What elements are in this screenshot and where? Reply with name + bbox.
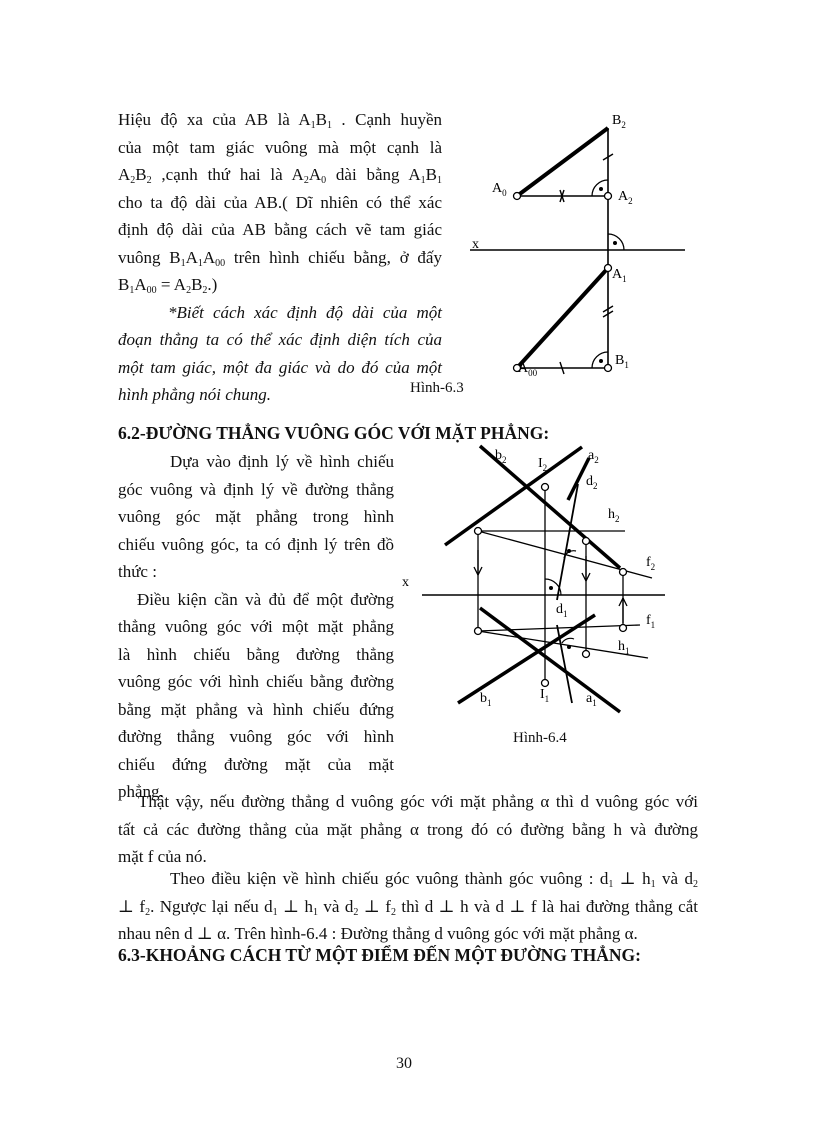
svg-text:B1: $B_1$ [615,353,629,370]
svg-text:x: x [402,575,409,590]
svg-text:A2: $A_2$ [618,189,633,206]
text-line: hình phẳng nói chung. [118,385,271,404]
caption-figure-6-3: Hình-6.3 [410,380,464,396]
text-line: nhau nên d ⊥ α. Trên hình-6.4 : Đường thẳng d vuông góc với mặt phẳng α. [118,924,638,943]
paragraph-ab-distance [118,106,442,409]
text-line: là hình chiếu bằng đường thẳng [118,644,394,664]
text-line: ⊥ $f_2$. Ngược lại nếu $d_1$ ⊥ $h_1$ và $d_2$ ⊥ $f_2$ thì d ⊥ h và d ⊥ f là hai đường thẳng cắt [118,896,698,918]
text-line: Dựa vào định lý về hình chiếu [170,452,394,471]
text-line: chiếu vuông góc, ta có định lý trên đồ [118,534,394,554]
text-line: đoạn thẳng ta có thể xác định diện tích của [118,330,442,349]
text-line: vuông góc mặt phẳng trong hình [118,507,394,526]
caption-figure-6-4: Hình-6.4 [513,730,567,746]
svg-text:b1: $b_1$ [480,691,492,708]
text-line: định độ dài của AB bằng cách vẽ tam giác [118,220,442,239]
svg-text:f2: $f_2$ [646,555,656,572]
text-line: cho ta độ dài của AB.( Dĩ nhiên có thể xác [118,192,442,212]
text-line: chiếu đứng đường mặt của mặt [118,754,394,774]
figure-6-3 [460,100,700,400]
text-line: Điều kiện cần và đủ để một đường [137,589,394,609]
text-line: Thật vậy, nếu đường thẳng d vuông góc với mặt phẳng α thì d vuông góc với [138,792,698,811]
svg-text:d2: $d_2$ [586,474,598,491]
svg-text:d1: $d_1$ [556,602,568,619]
svg-text:f1: $f_1$ [646,613,656,630]
text-line: Hiệu độ xa của AB là $A_1B_1$ . Cạnh huyền [118,110,442,131]
text-line: vuông $B_1A_1A_{00}$ trên hình chiếu bằng, ở đấy [118,247,442,269]
text-line: góc vuông và định lý về đường thẳng [118,479,394,499]
section-heading-6-2: 6.2-ĐƯỜNG THẲNG VUÔNG GÓC VỚI MẶT PHẲNG: [118,423,550,443]
svg-text:h2: $h_2$ [608,507,620,524]
text-line: thức : [118,562,157,581]
text-line: đường thẳng vuông góc với hình [118,727,394,746]
text-line: một tam giác, một đa giác và do đó của một [118,357,442,377]
svg-text:a2: $a_2$ [588,448,599,465]
text-line: phẳng. [118,782,164,801]
svg-text:b2: $b_2$ [495,448,507,465]
text-line: vuông góc với hình chiếu bằng đường [118,672,394,691]
paragraph-condition [118,865,698,948]
svg-text:I1: $I_1$ [540,687,550,704]
text-line: bằng mặt phẳng và hình chiếu đứng [118,699,394,719]
paragraph-theorem [118,448,394,806]
svg-text:A00: $A_{00}$ [518,361,538,378]
svg-text:A1: $A_1$ [612,267,627,284]
svg-text:h1: $h_1$ [618,639,630,656]
text-line: $B_1A_{00} = A_2B_2$.) [118,275,218,296]
text-line: Theo điều kiện về hình chiếu góc vuông thành góc vuông : $d_1$ ⊥ $h_1$ và $d_2$ [170,869,698,890]
page-number: 30 [396,1055,412,1072]
text-line: tất cả các đường thẳng của mặt phẳng α trong đó có đường bằng h và đường [118,819,698,839]
section-heading-6-3: 6.3-KHOẢNG CÁCH TỪ MỘT ĐIỂM ĐẾN MỘT ĐƯỜNG THẲNG: [118,945,641,965]
figure-6-4 [400,440,680,740]
svg-text:x: x [472,237,479,252]
svg-text:I2: $I_2$ [538,456,548,473]
svg-text:A0: $A_0$ [492,181,507,198]
svg-text:a1: $a_1$ [586,691,597,708]
text-line: *Biết cách xác định độ dài của một [168,302,442,322]
paragraph-proof [118,788,698,871]
text-line: thẳng vuông góc với một mặt phẳng [118,617,394,636]
svg-text:B2: $B_2$ [612,113,626,130]
text-line: $A_2B_2$ ,cạnh thứ hai là $A_2A_0$ dài bằng $A_1B_1$ [118,165,443,186]
text-line: của một tam giác vuông mà một cạnh là [118,137,442,157]
text-line: mặt f của nó. [118,847,207,866]
